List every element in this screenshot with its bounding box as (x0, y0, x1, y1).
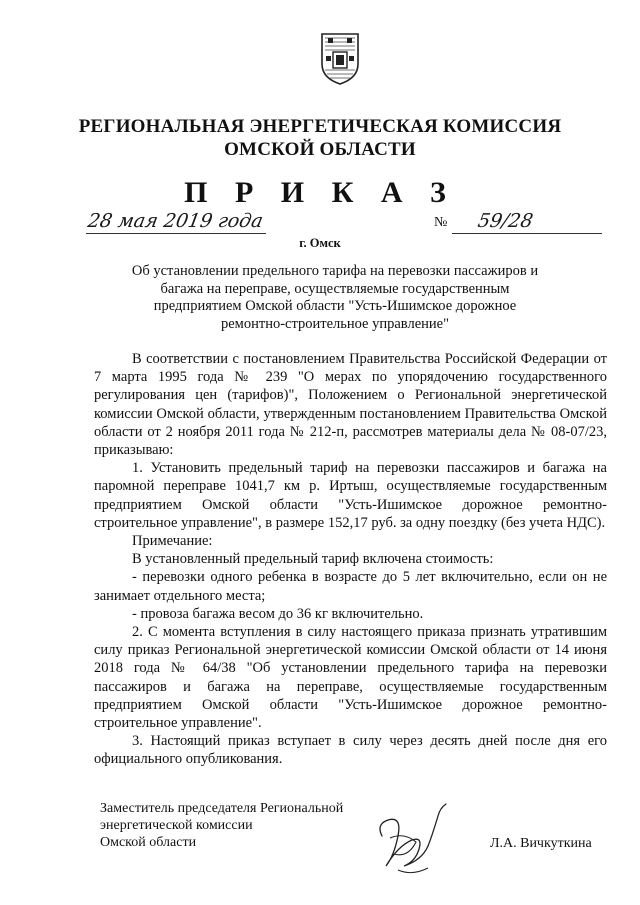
omsk-coat-of-arms-icon (319, 30, 361, 86)
order-subject: Об установлении предельного тарифа на перевозки пассажиров и багажа на переправе, осуществляемые государственным предприятием Омской области "Усть-Ишимское дорожное ремонтно-строительное управление" (131, 263, 539, 332)
organization-region: ОМСКОЙ ОБЛАСТИ (224, 139, 416, 160)
number-underline (452, 233, 602, 234)
note-heading: Примечание: (132, 533, 213, 550)
clause-1-paragraph: 1. Установить предельный тариф на перевозки пассажиров и багажа на паромной переправе 1041,7 км р. Иртыш, осуществляемые государственным предприятием Омской области "Усть-Ишимское дорожное ремонтно-строительное управление", в размере 152,17 руб. за одну поездку (без учета НДС). (94, 460, 607, 531)
signatory-line-2: энергетической комиссии (100, 818, 253, 833)
note-item-baggage: - провоза багажа весом до 36 кг включительно. (132, 605, 424, 622)
number-label: № (434, 215, 448, 230)
handwritten-signature (368, 796, 458, 886)
signatory-name: Л.А. Вичкуткина (490, 836, 592, 851)
city-label: г. Омск (299, 236, 341, 250)
handwritten-number: 59/28 (476, 210, 535, 232)
preamble-paragraph: В соответствии с постановлением Правительства Российской Федерации от 7 марта 1995 года № 239 "О мерах по упорядочению государственного регулирования цен (тарифов)", Положением о Региональной энергетической комиссии Омской области, утвержденным постановлением Правительства Омской области от 2 ноября 2011 года № 212-п, рассмотрев материалы дела № 08-07/23, приказываю: (94, 351, 607, 459)
note-intro: В установленный предельный тариф включена стоимость: (132, 551, 494, 568)
note-item-child: - перевозки одного ребенка в возрасте до 5 лет включительно, если он не занимает отдельного места; (94, 569, 607, 604)
document-type-title: П Р И К А З (184, 176, 456, 209)
signatory-position (100, 800, 343, 851)
clause-2-paragraph: 2. С момента вступления в силу настоящего приказа признать утратившим силу приказ Региональной энергетической комиссии Омской области от 14 июня 2018 года № 64/38 "Об установлении предельного тарифа на перевозки пассажиров и багажа на переправе, осуществляемые государственным предприятием Омской области "Усть-Ишимское дорожное ремонтно-строительное управление". (94, 624, 607, 732)
organization-title: РЕГИОНАЛЬНАЯ ЭНЕРГЕТИЧЕСКАЯ КОМИССИЯ (78, 116, 562, 137)
signatory-line-3: Омской области (100, 835, 197, 850)
order-body (94, 350, 607, 769)
clause-3-paragraph: 3. Настоящий приказ вступает в силу через десять дней после дня его официального опубликования. (94, 733, 607, 768)
signatory-line-1: Заместитель председателя Региональной (100, 801, 344, 816)
date-underline (86, 233, 266, 234)
handwritten-date: 28 мая 2019 года (86, 210, 265, 232)
